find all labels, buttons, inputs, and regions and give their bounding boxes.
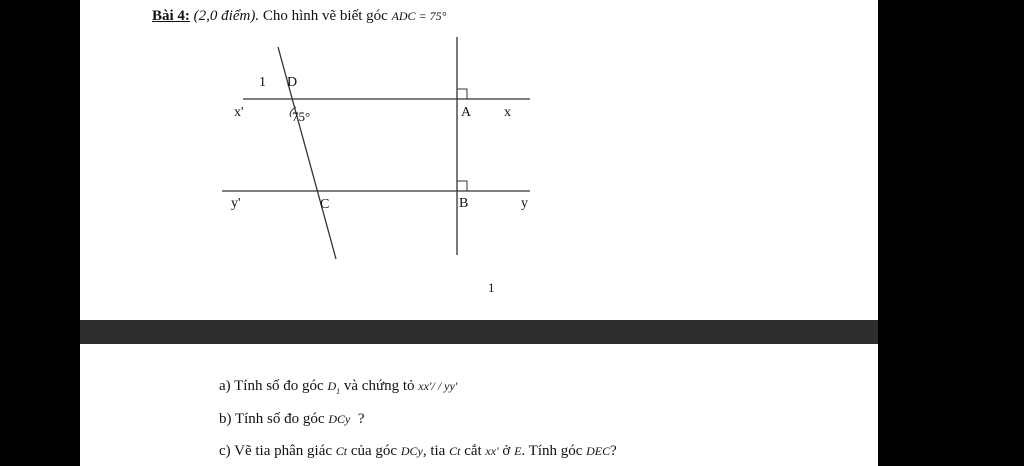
label-b: B (459, 196, 469, 211)
problem-number: Bài 4: (152, 8, 190, 24)
question-c-middle3: cắt (464, 443, 482, 459)
question-a-sub: 1 (336, 387, 341, 396)
question-c-ray2: Ct (449, 444, 461, 458)
question-c-target: DEC (586, 444, 611, 458)
question-c-ray: Ct (335, 444, 348, 458)
problem-points: (2,0 điểm). (193, 8, 260, 24)
label-d: D (287, 75, 298, 90)
label-x-prime: x' (234, 105, 244, 120)
question-a-prefix: a) Tính số đo góc (219, 378, 324, 394)
question-c-middle4: ở (502, 443, 511, 459)
question-c-suffix: ? (610, 443, 617, 459)
label-c: C (320, 197, 330, 212)
label-y-prime: y' (231, 196, 241, 211)
question-c-middle1: của góc (350, 443, 398, 459)
question-b-suffix: ? (357, 411, 365, 427)
label-y: y (521, 196, 528, 211)
label-one: 1 (259, 75, 266, 90)
right-angle-mark-a (457, 89, 467, 99)
question-a-middle: và chứng tỏ (343, 378, 415, 394)
question-b (219, 411, 364, 428)
question-c-line: xx' (485, 444, 499, 458)
question-c (219, 443, 617, 460)
question-a (219, 378, 457, 396)
label-angle-75: 75° (292, 109, 311, 124)
right-angle-mark-b (457, 181, 467, 191)
label-a: A (461, 105, 472, 120)
question-c-angle: DCy (400, 444, 423, 458)
question-b-prefix: b) Tính số đo góc (219, 411, 325, 427)
question-b-angle: DCy (328, 412, 351, 426)
question-a-angle: D (327, 379, 337, 393)
page-number: 1 (488, 280, 495, 295)
question-c-middle2: , tia (422, 443, 446, 459)
label-x: x (504, 105, 511, 120)
problem-angle: ADC = 75° (391, 9, 447, 23)
question-c-point: E (514, 444, 522, 458)
problem-text: Cho hình vẽ biết góc (262, 8, 388, 24)
question-c-prefix: c) Vẽ tia phân giác (219, 443, 333, 459)
question-a-relation: xx'/ / yy' (418, 379, 458, 393)
question-c-middle5: . Tính góc (521, 443, 583, 459)
